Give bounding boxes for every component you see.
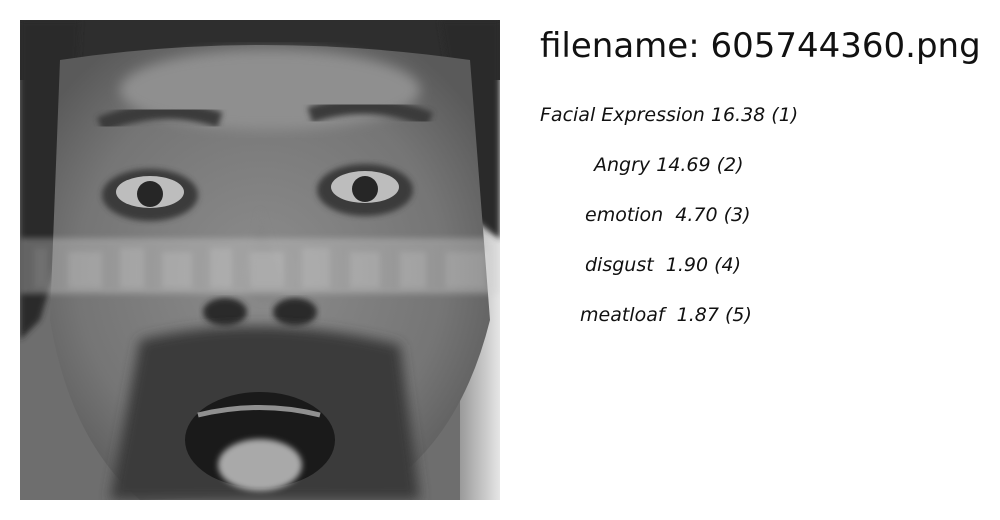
filename-title: filename: 605744360.png: [540, 26, 981, 66]
watermark-band: [20, 238, 500, 294]
prediction-item-2: Angry 14.69 (2): [594, 154, 744, 176]
face-photo: [20, 20, 500, 500]
eye-left: [102, 169, 198, 221]
prediction-item-1: Facial Expression 16.38 (1): [540, 104, 799, 126]
prediction-item-3: emotion 4.70 (3): [585, 204, 751, 226]
prediction-item-4: disgust 1.90 (4): [585, 254, 742, 276]
prediction-item-5: meatloaf 1.87 (5): [580, 304, 752, 326]
eye-right: [317, 164, 413, 216]
